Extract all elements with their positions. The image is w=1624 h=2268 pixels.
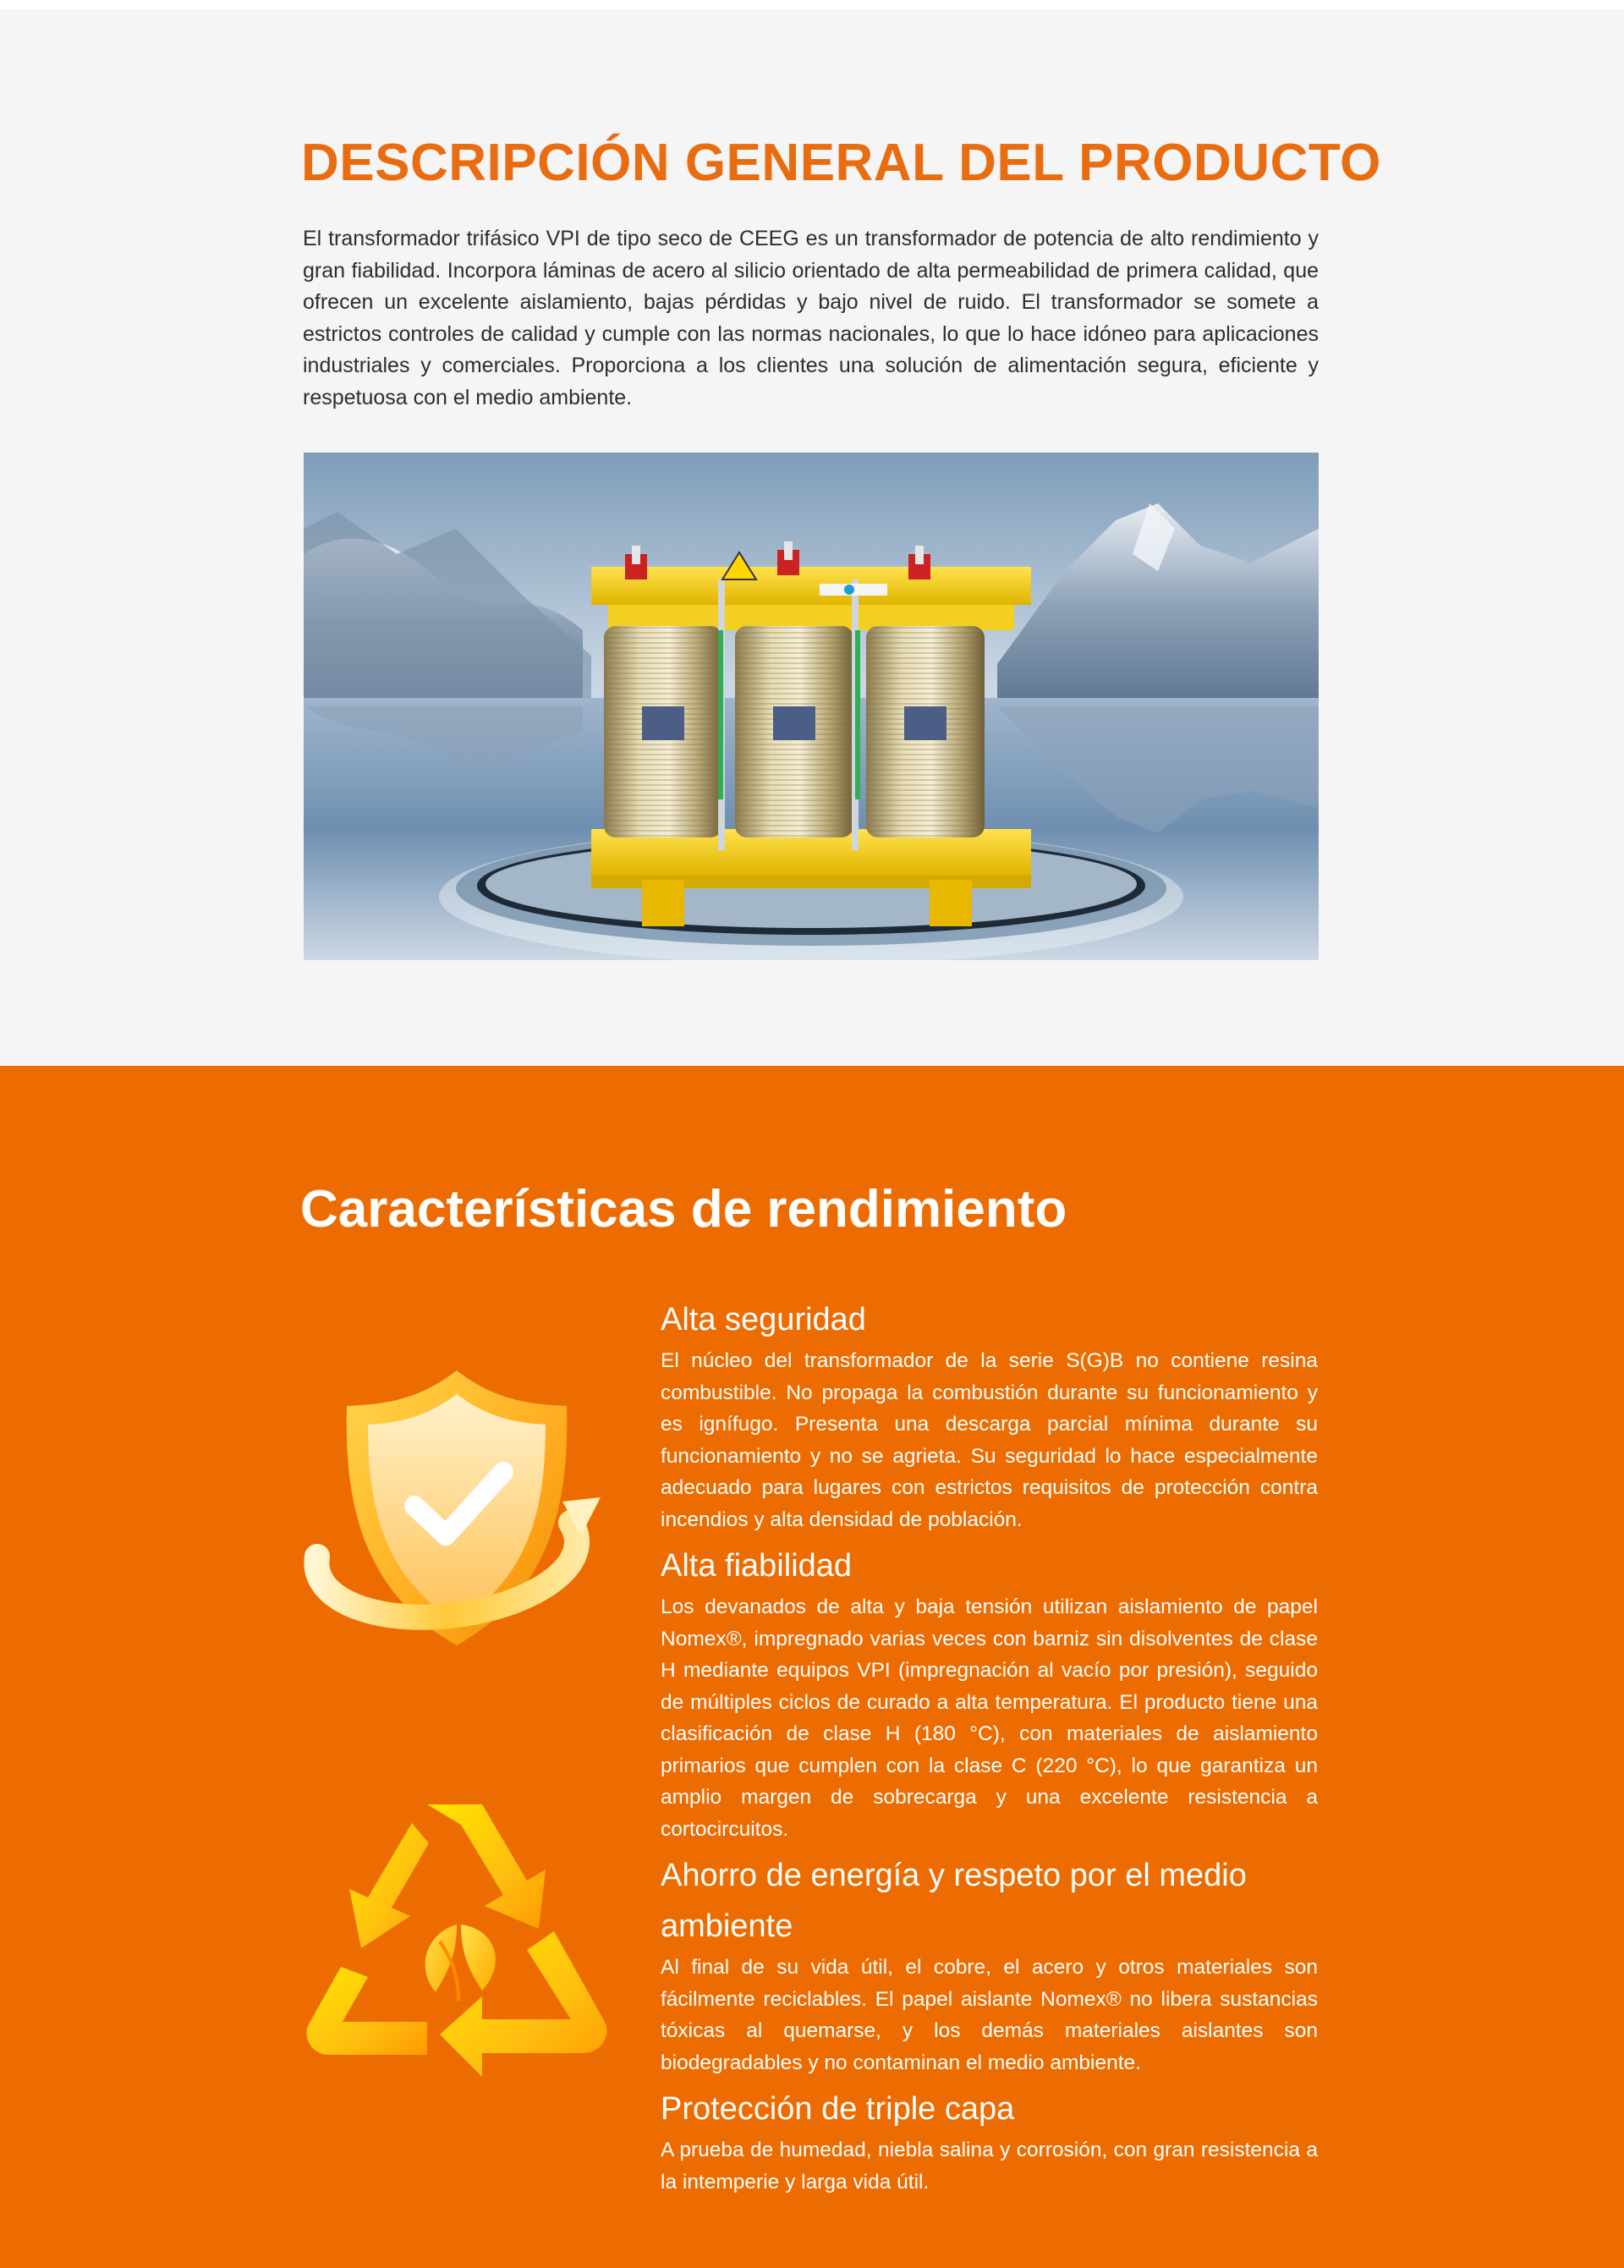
feature-text: El núcleo del transformador de la serie S(G)B no contiene resina combustible. No propaga la combustión durante su funcionamiento y es ignífugo. Presenta una descarga parcial mínima durante su funcionamiento y no se agrieta. Su seguridad lo hace especialmente adecuado para lugares con estrictos requisitos de protección contra incendios y alta densidad de población.: [661, 1349, 1318, 1531]
top-strip: [0, 0, 1624, 9]
feature-title: Alta fiabilidad: [661, 1548, 853, 1584]
feature-title: Protección de triple capa: [661, 2091, 1015, 2127]
feature-text: Al final de su vida útil, el cobre, el acero y otros materiales son fácilmente reciclables. El papel aislante Nomex® no libera sustancias tóxicas al quemarse, y los demás materiales aislantes son biodegradables y no contaminan el medio ambiente.: [661, 1956, 1318, 2074]
feature-text: A prueba de humedad, niebla salina y corrosión, con gran resistencia a la intemperie y larga vida útil.: [661, 2139, 1318, 2194]
features-title: Características de rendimiento: [300, 1180, 1067, 1238]
feature-high-safety: [661, 1294, 1318, 1535]
overview-description: El transformador trifásico VPI de tipo seco de CEEG es un transformador de potencia de alto rendimiento y gran fiabilidad. Incorpora láminas de acero al silicio orientado de alta permeabilidad de primera calidad, que ofrecen un excelente aislamiento, bajas pérdidas y bajo nivel de ruido. El transformador se somete a estrictos controles de calidad y cumple con las normas nacionales, lo que lo hace idóneo para aplicaciones industriales y comerciales. Proporciona a los clientes una solución de alimentación segura, eficiente y respetuosa con el medio ambiente.: [303, 227, 1319, 409]
recycle-leaf-icon: [300, 1789, 613, 2102]
feature-title: Alta seguridad: [661, 1302, 866, 1337]
feature-high-reliability: [661, 1540, 1318, 1845]
product-overview-section: [0, 9, 1624, 1066]
feature-triple-protection: [661, 2084, 1318, 2198]
feature-energy-saving: [661, 1850, 1318, 2079]
shield-check-icon: [300, 1354, 613, 1667]
feature-list: [661, 1294, 1318, 2198]
feature-title: Ahorro de energía y respeto por el medio ambiente: [661, 1858, 1247, 1944]
overview-title: DESCRIPCIÓN GENERAL DEL PRODUCTO: [301, 134, 1381, 192]
feature-text: Los devanados de alta y baja tensión utilizan aislamiento de papel Nomex®, impregnado varias veces con barniz sin disolventes de clase H mediante equipos VPI (impregnación al vacío por presión), seguido de múltiples ciclos de curado a alta temperatura. El producto tiene una clasificación de clase H (180 °C), con materiales de aislamiento primarios que cumplen con la clase C (220 °C), lo que garantiza un amplio margen de sobrecarga y una excelente resistencia a cortocircuitos.: [661, 1595, 1318, 1841]
performance-features-section: [0, 1066, 1624, 2268]
transformer-photo: [304, 453, 1319, 960]
